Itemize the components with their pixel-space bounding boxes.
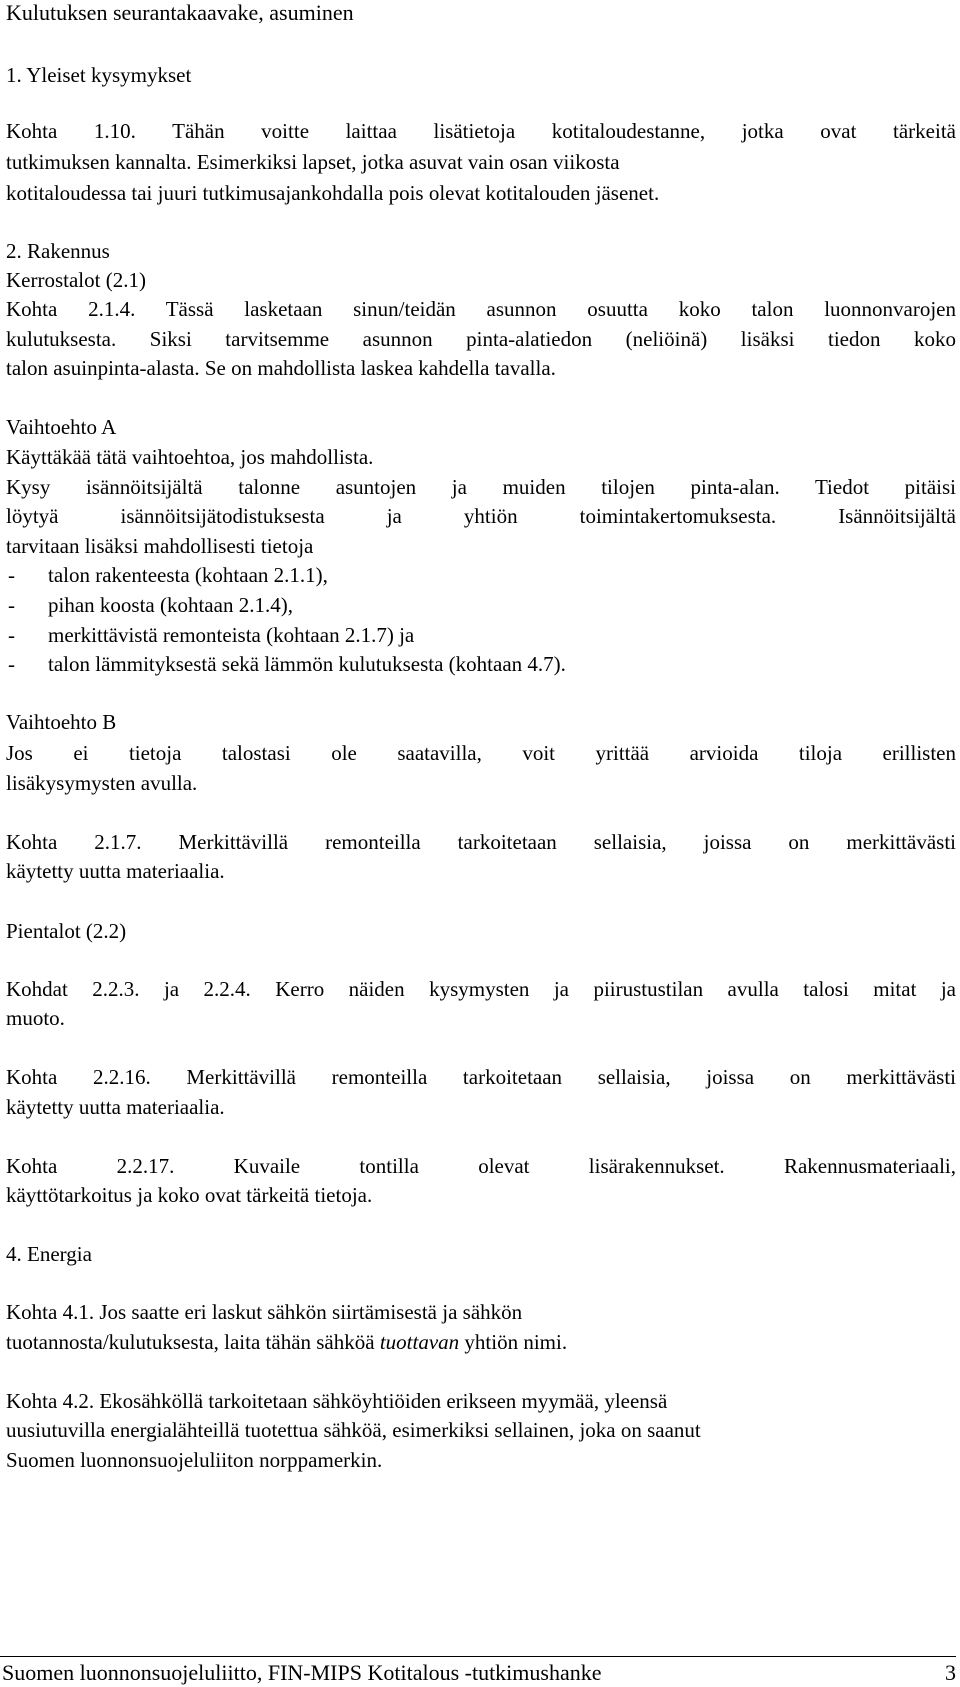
bullet-item [6,651,566,677]
bullet-text: talon rakenteesta (kohtaan 2.1.1), [48,563,328,587]
bullet-item [6,562,328,588]
paragraph-line: Kohta 2.1.4. Tässä lasketaan sinun/teidän asunnon osuutta koko talon luonnonvarojen [6,297,956,321]
bullet-text: merkittävistä remonteista (kohtaan 2.1.7) ja [48,623,415,647]
vaihtoehto-a-heading: Vaihtoehto A [6,415,117,439]
paragraph-line: Suomen luonnonsuojeluliiton norppamerkin. [6,1448,383,1472]
paragraph-line: kulutuksesta. Siksi tarvitsemme asunnon pinta-alatiedon (neliöinä) lisäksi tiedon koko [6,327,956,351]
paragraph-line: Kohta 4.2. Ekosähköllä tarkoitetaan sähköyhtiöiden erikseen myymää, yleensä [6,1389,668,1413]
paragraph-line: käytetty uutta materiaalia. [6,859,225,883]
paragraph-line: tarvitaan lisäksi mahdollisesti tietoja [6,534,314,558]
bullet-text: pihan koosta (kohtaan 2.1.4), [48,593,293,617]
paragraph-line: Käyttäkää tätä vaihtoehtoa, jos mahdollista. [6,445,374,469]
section-2-heading: 2. Rakennus [6,239,110,263]
page-number: 3 [945,1660,956,1685]
section-1-heading: 1. Yleiset kysymykset [6,63,192,87]
paragraph-line: talon asuinpinta-alasta. Se on mahdollista laskea kahdella tavalla. [6,356,556,380]
kerrostalot-heading: Kerrostalot (2.1) [6,268,146,292]
bullet-item [6,592,293,618]
paragraph-line: lisäkysymysten avulla. [6,771,198,795]
dash-marker: - [8,652,15,676]
pientalot-heading: Pientalot (2.2) [6,919,127,943]
paragraph-line: Kohta 2.2.17. Kuvaile tontilla olevat lisärakennukset. Rakennusmateriaali, [6,1154,956,1178]
paragraph-line: Kohta 4.1. Jos saatte eri laskut sähkön siirtämisestä ja sähkön [6,1300,523,1324]
paragraph-line: uusiutuvilla energialähteillä tuotettua sähköä, esimerkiksi sellainen, joka on saanut [6,1418,701,1442]
emphasized-text: tuottavan [379,1330,460,1354]
paragraph-line [6,1329,567,1355]
page-footer [0,1656,956,1687]
dash-marker: - [8,623,15,647]
paragraph-line: löytyä isännöitsijätodistuksesta ja yhtiön toimintakertomuksesta. Isännöitsijältä [6,504,956,528]
paragraph-line: tutkimuksen kannalta. Esimerkiksi lapset, jotka asuvat vain osan viikosta [6,150,620,174]
footer-organization: Suomen luonnonsuojeluliitto, FIN-MIPS Kotitalous -tutkimushanke [2,1660,602,1685]
paragraph-text: tuotannosta/kulutuksesta, laita tähän sähköä [6,1330,380,1354]
dash-marker: - [8,563,15,587]
paragraph-line: kotitaloudessa tai juuri tutkimusajankohdalla pois olevat kotitalouden jäsenet. [6,181,660,205]
vaihtoehto-b-heading: Vaihtoehto B [6,710,117,734]
dash-marker: - [8,593,15,617]
paragraph-line: Jos ei tietoja talostasi ole saatavilla, voit yrittää arvioida tiloja erillisten [6,741,956,765]
paragraph-line: Kysy isännöitsijältä talonne asuntojen ja muiden tilojen pinta-alan. Tiedot pitäisi [6,475,956,499]
paragraph-line: Kohta 1.10. Tähän voitte laittaa lisätietoja kotitaloudestanne, jotka ovat tärkeitä [6,119,956,143]
paragraph-line: Kohta 2.2.16. Merkittävillä remonteilla tarkoitetaan sellaisia, joissa on merkittävästi [6,1065,956,1089]
document-title: Kulutuksen seurantakaavake, asuminen [6,0,354,25]
paragraph-line: käyttötarkoitus ja koko ovat tärkeitä tietoja. [6,1183,373,1207]
paragraph-line: käytetty uutta materiaalia. [6,1095,225,1119]
bullet-text: talon lämmityksestä sekä lämmön kulutuksesta (kohtaan 4.7). [48,652,566,676]
paragraph-line: Kohdat 2.2.3. ja 2.2.4. Kerro näiden kysymysten ja piirustustilan avulla talosi mitat ja [6,977,956,1001]
paragraph-text: yhtiön nimi. [459,1330,568,1354]
bullet-item [6,622,414,648]
paragraph-line: muoto. [6,1006,65,1030]
paragraph-line: Kohta 2.1.7. Merkittävillä remonteilla tarkoitetaan sellaisia, joissa on merkittävästi [6,830,956,854]
section-4-heading: 4. Energia [6,1242,92,1266]
